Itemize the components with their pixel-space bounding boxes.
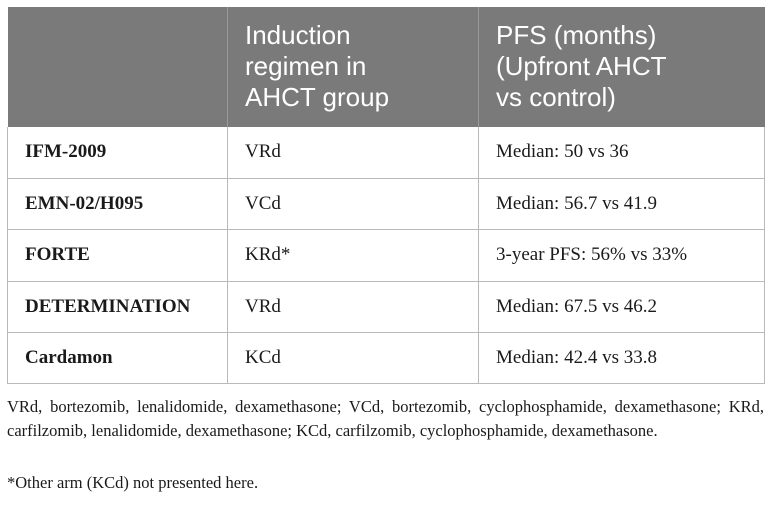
- trial-name-cell: IFM-2009: [8, 127, 228, 178]
- trial-comparison-table: [7, 7, 765, 384]
- table-row: [8, 333, 765, 384]
- trial-name-cell: DETERMINATION: [8, 281, 228, 332]
- table-header-row: [8, 7, 765, 127]
- trial-name-cell: EMN-02/H095: [8, 178, 228, 229]
- pfs-cell: 3-year PFS: 56% vs 33%: [479, 230, 765, 281]
- trial-name-cell: FORTE: [8, 230, 228, 281]
- pfs-cell: Median: 67.5 vs 46.2: [479, 281, 765, 332]
- abbreviations-footnote: VRd, bortezomib, lenalidomide, dexamethasone; VCd, bortezomib, cyclophosphamide, dexamethasone; KRd, carfilzomib, lenalidomide, dexamethasone; KCd, carfilzomib, cyclophosphamide, dexamethasone.: [7, 397, 764, 440]
- pfs-cell: Median: 56.7 vs 41.9: [479, 178, 765, 229]
- trial-table-container: [7, 7, 764, 384]
- trial-name-cell: Cardamon: [8, 333, 228, 384]
- header-pfs: PFS (months) (Upfront AHCT vs control): [479, 7, 765, 127]
- pfs-cell: Median: 42.4 vs 33.8: [479, 333, 765, 384]
- regimen-cell: VCd: [228, 178, 479, 229]
- table-row: [8, 230, 765, 281]
- asterisk-footnote: *Other arm (KCd) not presented here.: [7, 473, 259, 492]
- table-row: [8, 127, 765, 178]
- table-row: [8, 281, 765, 332]
- table-row: [8, 178, 765, 229]
- header-induction-regimen: Induction regimen in AHCT group: [228, 7, 479, 127]
- regimen-cell: KCd: [228, 333, 479, 384]
- header-trial: [8, 7, 228, 127]
- pfs-cell: Median: 50 vs 36: [479, 127, 765, 178]
- regimen-cell: VRd: [228, 281, 479, 332]
- regimen-cell: KRd*: [228, 230, 479, 281]
- regimen-cell: VRd: [228, 127, 479, 178]
